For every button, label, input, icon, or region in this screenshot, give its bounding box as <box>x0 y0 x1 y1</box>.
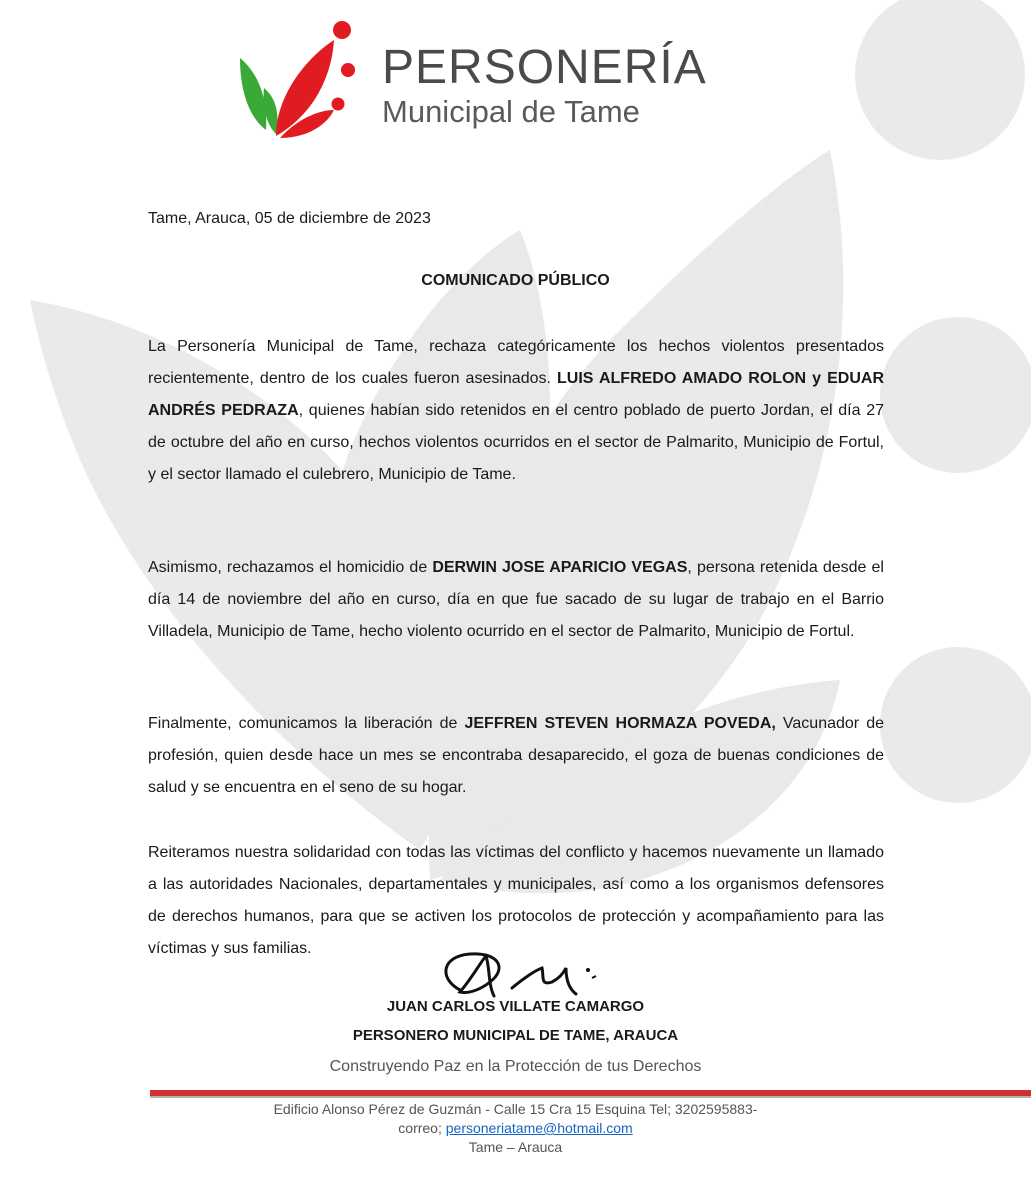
document-title: COMUNICADO PÚBLICO <box>421 272 610 289</box>
footer-city: Tame – Arauca <box>468 1139 563 1155</box>
paragraph-4: Reiteramos nuestra solidaridad con todas las víctimas del conflicto y hacemos nuevamente un llamado a las autoridades Nacionales, departamentales y municipales, así como a los organismos defensores de derechos humanos, para que se activen los protocolos de protección y acompañamiento para las víctimas y sus familias. <box>148 844 884 957</box>
signatory-name: JUAN CARLOS VILLATE CAMARGO <box>386 998 645 1015</box>
footer-email-line <box>0 1119 1031 1138</box>
slogan: Construyendo Paz en la Protección de tus Derechos <box>329 1058 702 1075</box>
handwritten-signature <box>420 948 610 1004</box>
organization-subtitle: Municipal de Tame <box>382 94 640 129</box>
footer-email-link[interactable]: personeriatame@hotmail.com <box>445 1120 633 1136</box>
paragraph-2: Asimismo, rechazamos el homicidio de DERWIN JOSE APARICIO VEGAS, persona retenida desde el día 14 de noviembre del año en curso, día en que fue sacado de su lugar de trabajo en el Barrio Villadela, Municipio de Tame, hecho violento ocurrido en el sector de Palmarito, Municipio de Fortul. <box>148 559 884 640</box>
document-date: Tame, Arauca, 05 de diciembre de 2023 <box>148 210 431 227</box>
footer-email-label: correo; <box>398 1120 446 1136</box>
personeria-leaf-logo-icon <box>236 18 366 143</box>
footer-divider-shadow <box>150 1096 1031 1098</box>
footer-address: Edificio Alonso Pérez de Guzmán - Calle 15 Cra 15 Esquina Tel; 3202595883- <box>273 1101 758 1117</box>
paragraph-1: La Personería Municipal de Tame, rechaza categóricamente los hechos violentos presentados recientemente, dentro de los cuales fueron asesinados. LUIS ALFREDO AMADO ROLON y EDUAR ANDRÉS PEDRAZA, quienes habían sido retenidos en el centro poblado de puerto Jordan, el día 27 de octubre del año en curso, hechos violentos ocurridos en el sector de Palmarito, Municipio de Fortul, y el sector llamado el culebrero, Municipio de Tame. <box>148 338 885 483</box>
signatory-role: PERSONERO MUNICIPAL DE TAME, ARAUCA <box>352 1027 679 1044</box>
paragraph-3: Finalmente, comunicamos la liberación de JEFFREN STEVEN HORMAZA POVEDA, Vacunador de profesión, quien desde hace un mes se encontraba desaparecido, el goza de buenas condiciones de salud y se encuentra en el seno de su hogar. <box>148 715 884 796</box>
organization-name: PERSONERÍA <box>382 41 707 94</box>
